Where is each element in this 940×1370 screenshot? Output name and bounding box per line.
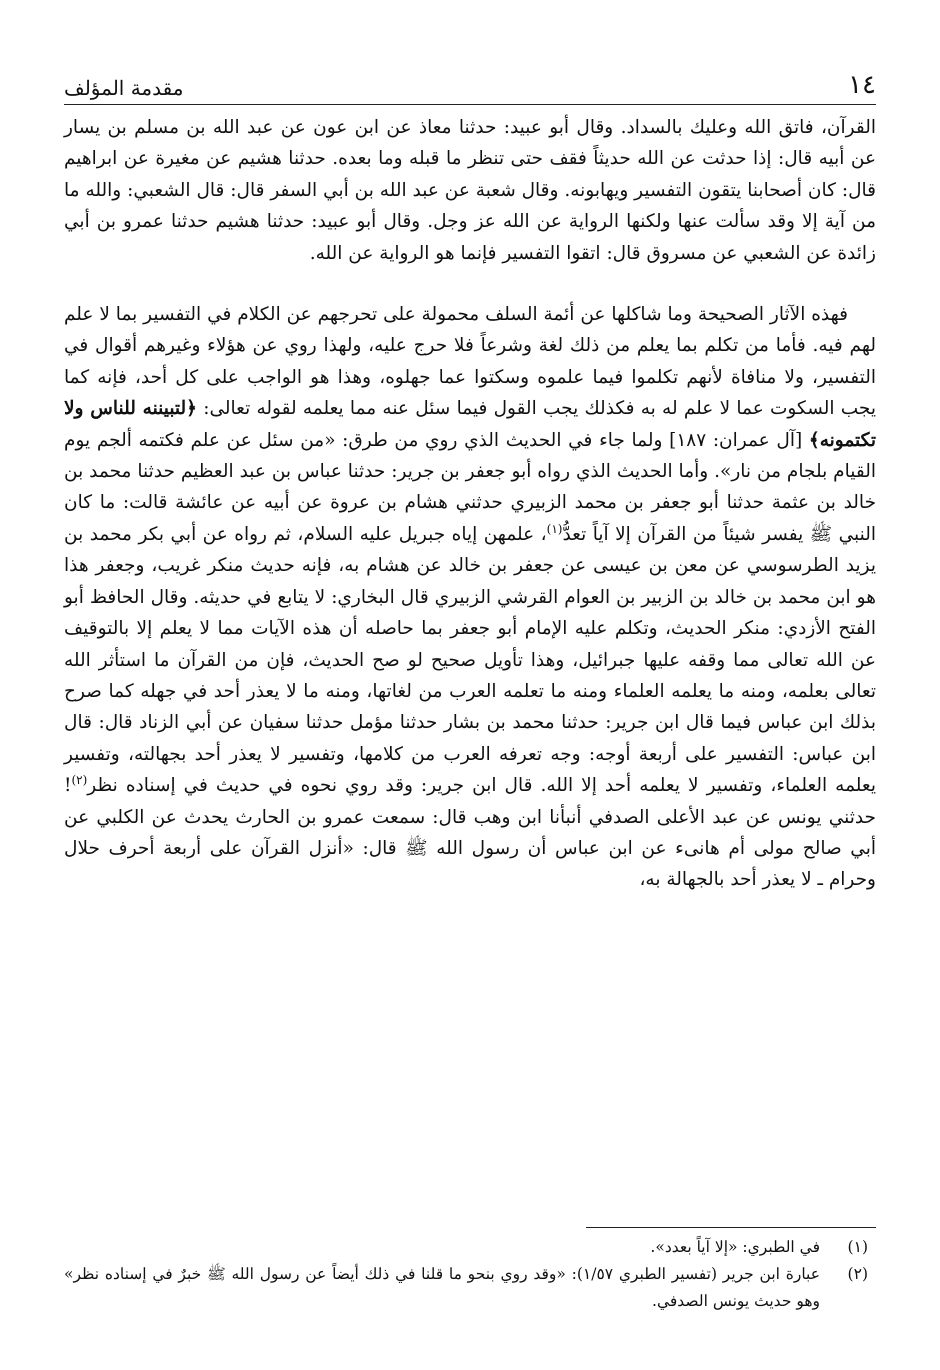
paragraph-spacer xyxy=(64,269,876,299)
footnote-divider xyxy=(586,1227,876,1228)
footnote-1 xyxy=(64,1234,876,1261)
running-header xyxy=(64,66,876,100)
quran-verse-quote: ﴿لتبيننه للناس ولا تكتمونه﴾ xyxy=(64,398,876,451)
paragraph-2-text-4: ! حدثني يونس عن عبد الأعلى الصدفي أنبأنا ابن وهب قال: سمعت عمرو بن الحارث يحدث عن الكلبي عن أبي صالح مولى أم هانىء عن ابن عباس أن رسول الله ﷺ قال: «أنزل القرآن على أربعة أحرف حلال وحرام ـ لا يعذر أحد بالجهالة به، xyxy=(64,775,876,891)
main-text xyxy=(64,112,876,896)
footnote-2-text: عبارة ابن جرير (تفسير الطبري ١/٥٧): «وقد روي بنحو ما قلنا في ذلك أيضاً عن رسول الله ﷺ خبرٌ في إسناده نظر» وهو حديث يونس الصدفي. xyxy=(64,1265,820,1310)
paragraph-2-text-3: ، علمهن إياه جبريل عليه السلام، ثم رواه عن أبي بكر محمد بن يزيد الطرسوسي عن معن بن عيسى عن جعفر بن خالد عن هشام به، فإنه حديث منكر غريب، وجعفر هذا هو ابن محمد بن خالد بن الزبير بن العوام القرشي الزبيري قال البخاري: لا يتابع في حديثه. وقال الحافظ أبو الفتح الأزدي: منكر الحديث، وتكلم عليه الإمام أبو جعفر بما حاصله أن هذه الآيات مما لا يعلم إلا بالتوقيف عن الله تعالى مما وقفه عليها جبرائيل، وهذا تأويل صحيح لو صح الحديث، فإن من القرآن ما استأثر الله تعالى بعلمه، ومنه ما يعلمه العلماء ومنه ما تعلمه العرب من لغاتها، ومنه ما لا يعذر أحد في جهله كما صرح بذلك ابن عباس فيما قال ابن جرير: حدثنا محمد بن بشار حدثنا مؤمل حدثنا سفيان عن أبي الزناد قال: قال ابن عباس: التفسير على أربعة أوجه: وجه تعرفه العرب من كلامها، وتفسير لا يعذر أحد بجهالته، وتفسير يعلمه العلماء، وتفسير لا يعلمه أحد إلا الله. قال ابن جرير: وقد روي نحوه في حديث في إسناده نظر xyxy=(64,523,876,797)
header-divider xyxy=(64,104,876,105)
footnotes-section xyxy=(64,1234,876,1315)
footnote-2-number: (٢) xyxy=(847,1265,868,1283)
footnote-1-number: (١) xyxy=(847,1238,868,1256)
paragraph-1 xyxy=(64,112,876,269)
footnote-1-text: في الطبري: «إلا آياً بعدد». xyxy=(650,1238,820,1256)
paragraph-2-text-2: [آل عمران: ١٨٧] ولما جاء في الحديث الذي روي من طرق: «من سئل عن علم فكتمه ألجم يوم القيام بلجام من نار». وأما الحديث الذي رواه أبو جعفر بن جرير: حدثنا عباس بن عبد العظيم حدثنا محمد بن خالد بن عثمة حدثنا أبو جعفر بن محمد الزبيري حدثني هشام بن عروة عن أبيه عن عائشة قالت: ما كان النبي ﷺ يفسر شيئاً من القرآن إلا آياً تعدُّ xyxy=(64,429,876,545)
paragraph-2-text-1: فهذه الآثار الصحيحة وما شاكلها عن أئمة السلف محمولة على تحرجهم عن الكلام في التفسير بما لا علم لهم فيه. فأما من تكلم بما يعلم من ذلك لغة وشرعاً فلا حرج عليه، ولهذا روي عن هؤلاء وغيرهم أقوال في التفسير، ولا منافاة لأنهم تكلموا فيما علموه وسكتوا عما جهلوه، وهذا هو الواجب على كل أحد، فإنه كما يجب السكوت عما لا علم له به فكذلك يجب القول فيما سئل عنه مما يعلمه لقوله تعالى: xyxy=(64,304,876,420)
page-number: ١٤ xyxy=(848,70,876,100)
paragraph-1-text: القرآن، فاتق الله وعليك بالسداد. وقال أبو عبيد: حدثنا معاذ عن ابن عون عن عبد الله بن مسلم بن يسار عن أبيه قال: إذا حدثت عن الله حديثاً فقف حتى تنظر ما قبله وما بعده. حدثنا هشيم عن مغيرة عن ابراهيم قال: كان أصحابنا يتقون التفسير ويهابونه. وقال شعبة عن عبد الله بن أبي السفر قال: قال الشعبي: والله ما من آية إلا وقد سألت عنها ولكنها الرواية عن الله عز وجل. وقال أبو عبيد: حدثنا هشيم حدثنا عمرو بن أبي زائدة عن الشعبي عن مسروق قال: اتقوا التفسير فإنما هو الرواية عن الله. xyxy=(64,117,876,264)
section-title: مقدمة المؤلف xyxy=(64,76,184,100)
footnote-2 xyxy=(64,1261,876,1315)
footnote-ref-1[interactable]: (١) xyxy=(546,521,563,536)
paragraph-2 xyxy=(64,299,876,896)
footnote-ref-2[interactable]: (٢) xyxy=(71,772,88,787)
